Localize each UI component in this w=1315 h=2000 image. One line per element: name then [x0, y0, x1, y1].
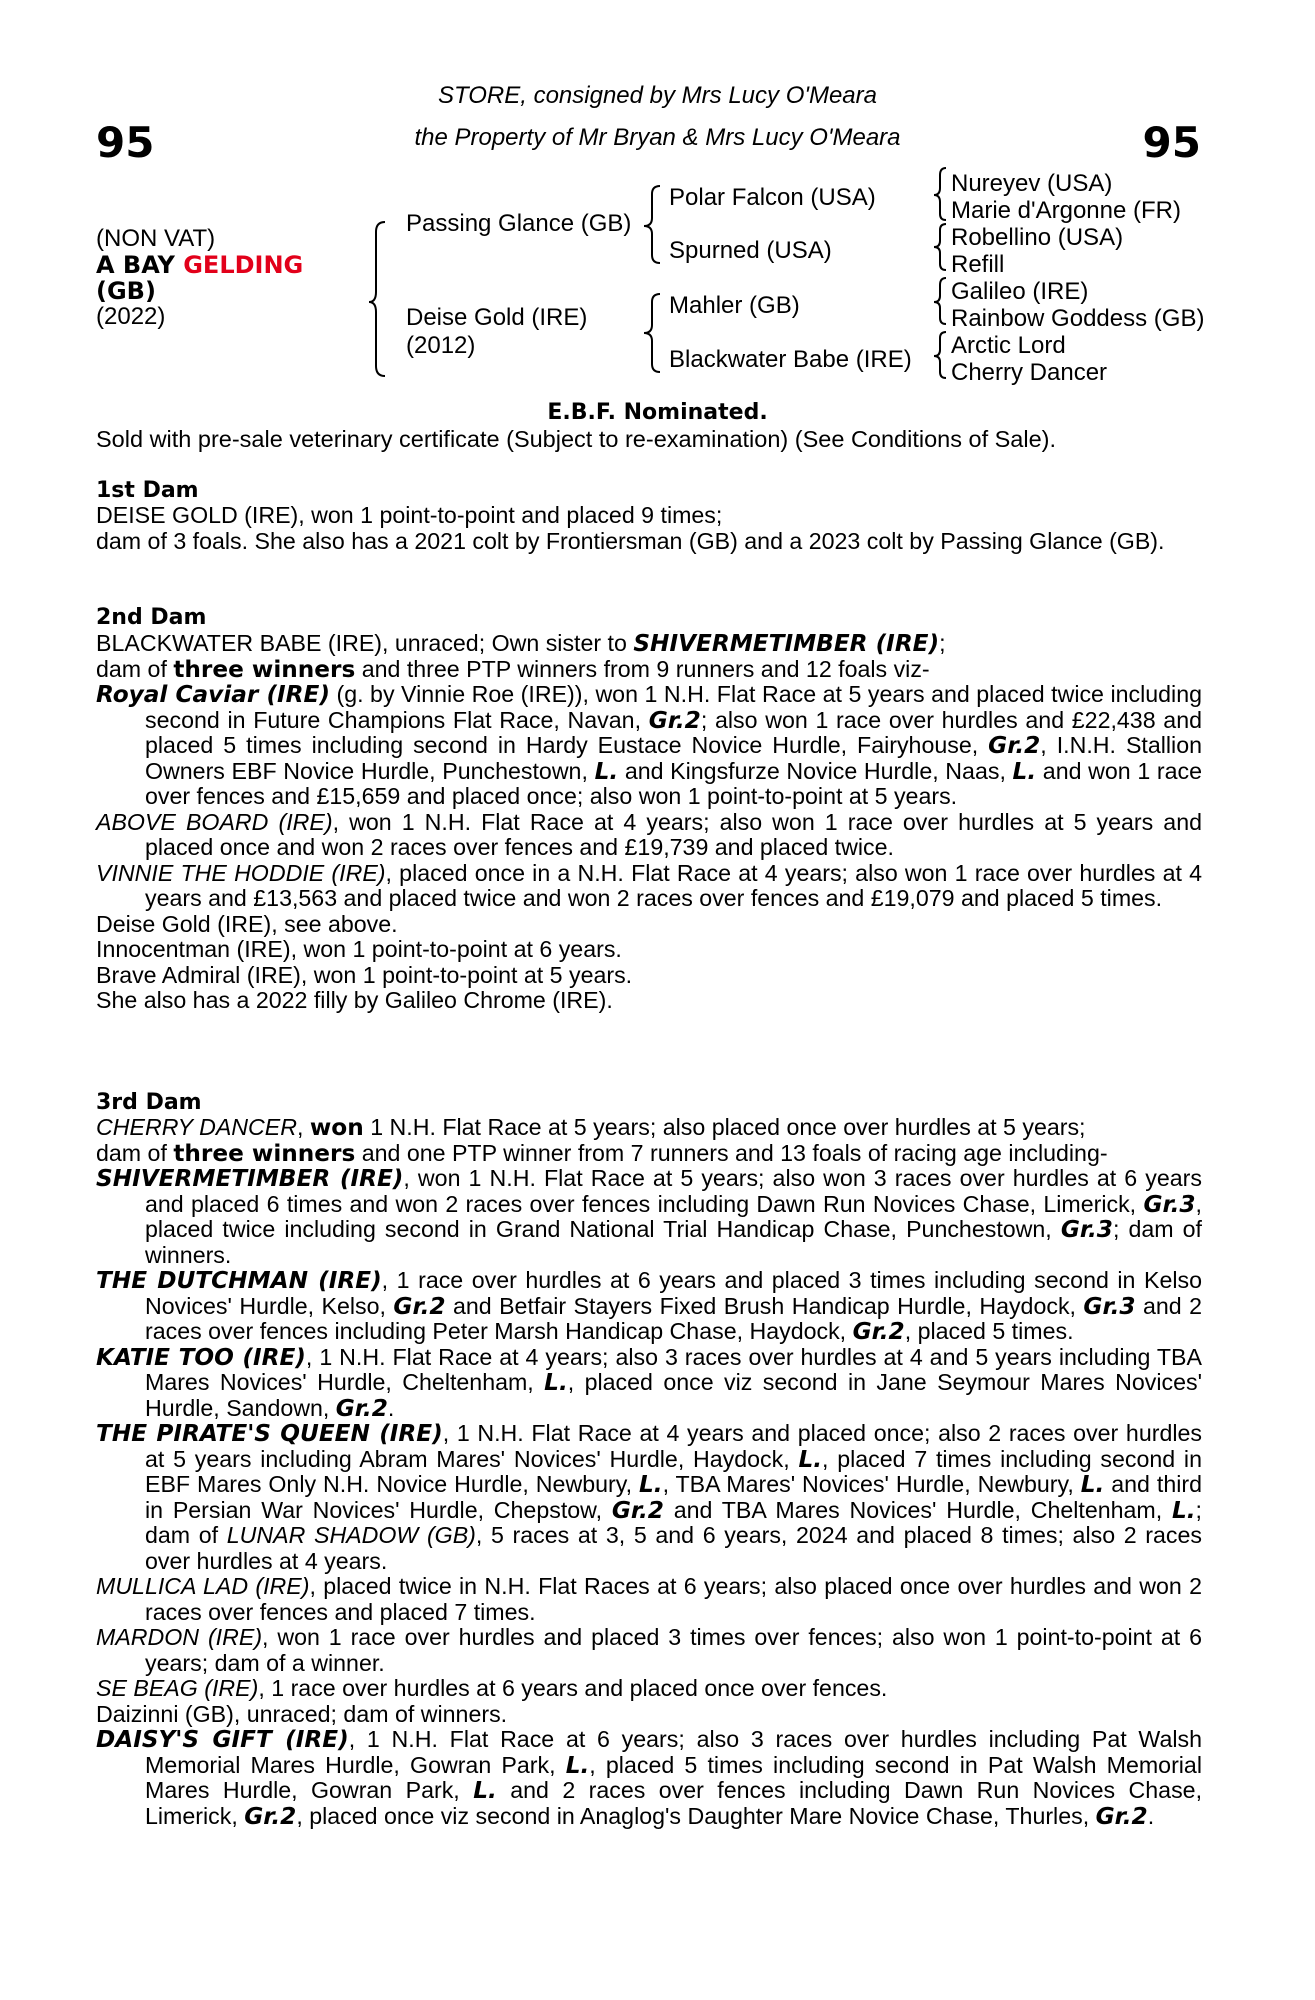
- third-dam-line: [96, 1115, 1202, 1141]
- dam-dam: Blackwater Babe (IRE): [669, 346, 912, 373]
- ebf-nominated: E.B.F. Nominated.: [547, 400, 768, 425]
- listed-badge: L.: [1012, 757, 1037, 785]
- text-run: , TBA Mares' Novices' Hurdle, Newbury,: [662, 1471, 1081, 1497]
- produce-entry: [96, 1268, 1202, 1345]
- sire: Passing Glance (GB): [406, 210, 632, 237]
- horse-name: MARDON (IRE): [96, 1624, 263, 1650]
- second-dam-body: [96, 631, 1202, 1014]
- text-run: , placed once viz second in Jane Seymour Mares Novices' Hurdle, Sandown,: [145, 1369, 1203, 1421]
- text-run: , placed twice including second in Grand National Trial Handicap Chase, Punchestown,: [145, 1190, 1202, 1242]
- produce-entry: [96, 1676, 1202, 1702]
- text-run: and Kingsfurze Novice Hurdle, Naas,: [618, 757, 1013, 784]
- text-run: , won 1 N.H. Flat Race at 5 years; also won 3 races over hurdles at 6 years and placed 6 times and won 2 races over fences including Dawn Run Novices Chase, Limerick,: [145, 1165, 1202, 1217]
- first-dam-line: DEISE GOLD (IRE), won 1 point-to-point and placed 9 times;: [96, 502, 723, 528]
- text-run: dam of: [96, 655, 174, 682]
- produce-entry: Deise Gold (IRE), see above.: [96, 910, 398, 937]
- second-dam-title: 2nd Dam: [96, 605, 207, 630]
- horse-name: SHIVERMETIMBER (IRE): [633, 630, 940, 657]
- text-run: .: [1147, 1802, 1155, 1829]
- text-run: dam of: [96, 1139, 174, 1166]
- text-run: ,: [297, 1114, 310, 1140]
- dd-sire: Arctic Lord: [951, 332, 1066, 359]
- produce-entry: [96, 1625, 1202, 1676]
- dam-year: (2012): [406, 332, 476, 359]
- text-run: , placed once viz second in Anaglog's Daughter Mare Novice Chase, Thurles,: [296, 1802, 1096, 1829]
- third-dam-produce: [96, 1141, 1202, 1167]
- winners-count: three winners: [173, 655, 356, 683]
- horse-name: ABOVE BOARD (IRE): [96, 808, 333, 835]
- produce-entry: [96, 861, 1202, 912]
- text-run: , placed 7 times including second in EBF Mares Only N.H. Novice Hurdle, Newbury,: [145, 1445, 1202, 1497]
- produce-entry: [96, 810, 1202, 861]
- grade-badge: Gr.2: [852, 1318, 905, 1345]
- lot-number-left: 95: [96, 118, 155, 167]
- listed-badge: L.: [1080, 1471, 1105, 1498]
- vet-certificate-note: Sold with pre-sale veterinary certificate (Subject to re-examination) (See Conditions of Sale).: [96, 426, 1057, 452]
- horse-name: CHERRY DANCER: [96, 1114, 297, 1140]
- text-run: , 1 race over hurdles at 6 years and placed once over fences.: [258, 1675, 888, 1701]
- grade-badge: Gr.2: [611, 1496, 664, 1524]
- horse-name: THE DUTCHMAN (IRE): [96, 1267, 382, 1294]
- text-run: and Betfair Stayers Fixed Brush Handicap Hurdle, Haydock,: [445, 1292, 1084, 1319]
- produce-entry: Innocentman (IRE), won 1 point-to-point at 6 years.: [96, 936, 622, 962]
- produce-entry: [96, 1574, 1202, 1625]
- text-run: , 5 races at 3, 5 and 6 years, 2024 and placed 8 times; also 2 races over hurdles at 4 years.: [145, 1522, 1202, 1574]
- second-dam-produce: [96, 657, 1202, 683]
- horse-name: DAISY'S GIFT (IRE): [96, 1726, 349, 1753]
- grade-badge: Gr.3: [1143, 1190, 1196, 1218]
- text-run: ; also won 1 race over hurdles and £22,438 and placed 5 times including second in Hardy Eustace Novice Hurdle, Fairyhouse,: [145, 706, 1202, 758]
- text-run: , won 1 race over hurdles and placed 3 times over fences; also won 1 point-to-point at 6 years; dam of a winner.: [145, 1624, 1202, 1676]
- listed-badge: L.: [473, 1777, 497, 1804]
- horse-name: MULLICA LAD (IRE): [96, 1573, 310, 1599]
- horse-name: LUNAR SHADOW (GB): [226, 1522, 476, 1548]
- text-run: and 2 races over fences including Peter Marsh Handicap Chase, Haydock,: [145, 1292, 1202, 1344]
- text-run: , won 1 N.H. Flat Race at 4 years; also won 1 race over hurdles at 5 years and placed once and won 2 races over fences and £19,739 and placed twice.: [145, 808, 1202, 860]
- text-run: , 1 N.H. Flat Race at 4 years; also 3 races over hurdles at 4 and 5 years including TBA Mares Novices' Hurdle, Cheltenham,: [145, 1343, 1202, 1395]
- ds-sire: Galileo (IRE): [951, 278, 1089, 305]
- produce-entry: [96, 1166, 1202, 1268]
- grade-badge: Gr.3: [1083, 1292, 1136, 1320]
- listed-badge: L.: [1171, 1496, 1196, 1524]
- horse-name: SE BEAG (IRE): [96, 1675, 259, 1701]
- ss-sire: Nureyev (USA): [951, 170, 1113, 197]
- first-dam-title: 1st Dam: [96, 478, 199, 503]
- text-run: , placed 5 times including second in Pat Walsh Memorial Mares Hurdle, Gowran Park,: [145, 1751, 1202, 1803]
- second-dam-line: [96, 631, 1202, 657]
- produce-entry: Brave Admiral (IRE), won 1 point-to-point at 5 years.: [96, 961, 633, 988]
- property-line: the Property of Mr Bryan & Mrs Lucy O'Meara: [414, 124, 901, 151]
- text-run: , placed twice in N.H. Flat Races at 6 years; also placed once over hurdles and won 2 races over fences and placed 7 times.: [145, 1573, 1203, 1625]
- grade-badge: Gr.2: [648, 706, 701, 734]
- grade-badge: Gr.2: [335, 1394, 388, 1422]
- listed-badge: L.: [798, 1445, 823, 1473]
- text-run: , 1 N.H. Flat Race at 6 years; also 3 races over hurdles including Pat Walsh Memorial Mares Hurdle, Gowran Park,: [145, 1726, 1202, 1778]
- text-run: , 1 N.H. Flat Race at 4 years and placed once; also 2 races over hurdles at 5 years including Abram Mares' Novices' Hurdle, Haydock,: [145, 1420, 1202, 1472]
- text-run: won: [309, 1114, 364, 1141]
- dam-sire: Mahler (GB): [669, 292, 800, 319]
- dd-dam: Cherry Dancer: [951, 359, 1108, 386]
- text-run: and TBA Mares Novices' Hurdle, Cheltenham,: [663, 1496, 1172, 1523]
- text-run: 1 N.H. Flat Race at 5 years; also placed once over hurdles at 5 years;: [363, 1114, 1086, 1140]
- vat-status: (NON VAT): [96, 225, 216, 252]
- third-dam-body: [96, 1115, 1202, 1829]
- listed-badge: L.: [638, 1471, 663, 1498]
- horse-year: (2022): [96, 303, 166, 330]
- horse-name: SHIVERMETIMBER (IRE): [96, 1165, 404, 1192]
- produce-entry: [96, 682, 1202, 810]
- produce-note: She also has a 2022 filly by Galileo Chrome (IRE).: [96, 987, 613, 1013]
- horse-name: KATIE TOO (IRE): [96, 1343, 306, 1371]
- horse-country: (GB): [96, 277, 156, 305]
- grade-badge: Gr.2: [988, 732, 1041, 759]
- horse-name: THE PIRATE'S QUEEN (IRE): [96, 1420, 443, 1447]
- horse-name: VINNIE THE HODDIE (IRE): [96, 859, 386, 886]
- listed-badge: L.: [594, 757, 619, 785]
- consignor-line: STORE, consigned by Mrs Lucy O'Meara: [438, 82, 877, 109]
- sire-sire: Polar Falcon (USA): [669, 184, 876, 211]
- text-run: , placed once in a N.H. Flat Race at 4 years; also won 1 race over hurdles at 4 years and £13,563 and placed twice and won 2 races over fences and £19,079 and placed 5 times.: [145, 859, 1202, 911]
- winners-count: three winners: [173, 1139, 356, 1167]
- ds-dam: Rainbow Goddess (GB): [951, 305, 1205, 332]
- text-run: , 1 race over hurdles at 6 years and placed 3 times including second in Kelso Novices' Hurdle, Kelso,: [145, 1267, 1203, 1319]
- text-run: and one PTP winner from 7 runners and 13 foals of racing age including-: [355, 1139, 1108, 1166]
- produce-entry: Daizinni (GB), unraced; dam of winners.: [96, 1700, 508, 1727]
- first-dam-produce: dam of 3 foals. She also has a 2021 colt by Frontiersman (GB) and a 2023 colt by Passing Glance (GB).: [96, 527, 1165, 554]
- sd-dam: Refill: [951, 251, 1005, 278]
- listed-badge: L.: [544, 1369, 568, 1396]
- produce-entry: [96, 1727, 1202, 1829]
- grade-badge: Gr.2: [1095, 1802, 1148, 1830]
- horse-colour: A BAY: [96, 251, 184, 279]
- text-run: ;: [939, 630, 946, 656]
- first-dam-body: [96, 503, 1202, 554]
- produce-entry: [96, 1421, 1202, 1574]
- text-run: BLACKWATER BABE (IRE), unraced; Own sister to: [96, 630, 634, 656]
- sire-dam: Spurned (USA): [669, 237, 832, 264]
- text-run: and third in Persian War Novices' Hurdle, Chepstow,: [145, 1471, 1202, 1523]
- text-run: and won 1 race over fences and £15,659 and placed once; also won 1 point-to-point at 5 years.: [145, 757, 1202, 809]
- ss-dam: Marie d'Argonne (FR): [951, 197, 1181, 224]
- text-run: (g. by Vinnie Roe (IRE)), won 1 N.H. Flat Race at 5 years and placed twice including second in Future Champions Flat Race, Navan,: [145, 681, 1202, 733]
- lot-number-right: 95: [1142, 118, 1201, 167]
- text-run: .: [387, 1394, 395, 1421]
- horse-sex: GELDING: [183, 251, 304, 279]
- third-dam-title: 3rd Dam: [96, 1090, 202, 1115]
- grade-badge: Gr.2: [393, 1292, 446, 1320]
- sd-sire: Robellino (USA): [951, 224, 1124, 251]
- text-run: ; dam of: [145, 1496, 1202, 1548]
- grade-badge: Gr.2: [244, 1802, 297, 1830]
- grade-badge: Gr.3: [1060, 1216, 1113, 1243]
- produce-entry: [96, 1345, 1202, 1422]
- listed-badge: L.: [565, 1751, 590, 1779]
- dam: Deise Gold (IRE): [406, 304, 588, 331]
- horse-name: Royal Caviar (IRE): [96, 681, 330, 708]
- text-run: and 2 races over fences including Dawn Run Novices Chase, Limerick,: [145, 1777, 1203, 1829]
- text-run: , placed 5 times.: [904, 1318, 1074, 1344]
- text-run: ; dam of winners.: [145, 1216, 1202, 1268]
- text-run: and three PTP winners from 9 runners and 12 foals viz-: [355, 655, 930, 682]
- text-run: , I.N.H. Stallion Owners EBF Novice Hurdle, Punchestown,: [145, 732, 1202, 784]
